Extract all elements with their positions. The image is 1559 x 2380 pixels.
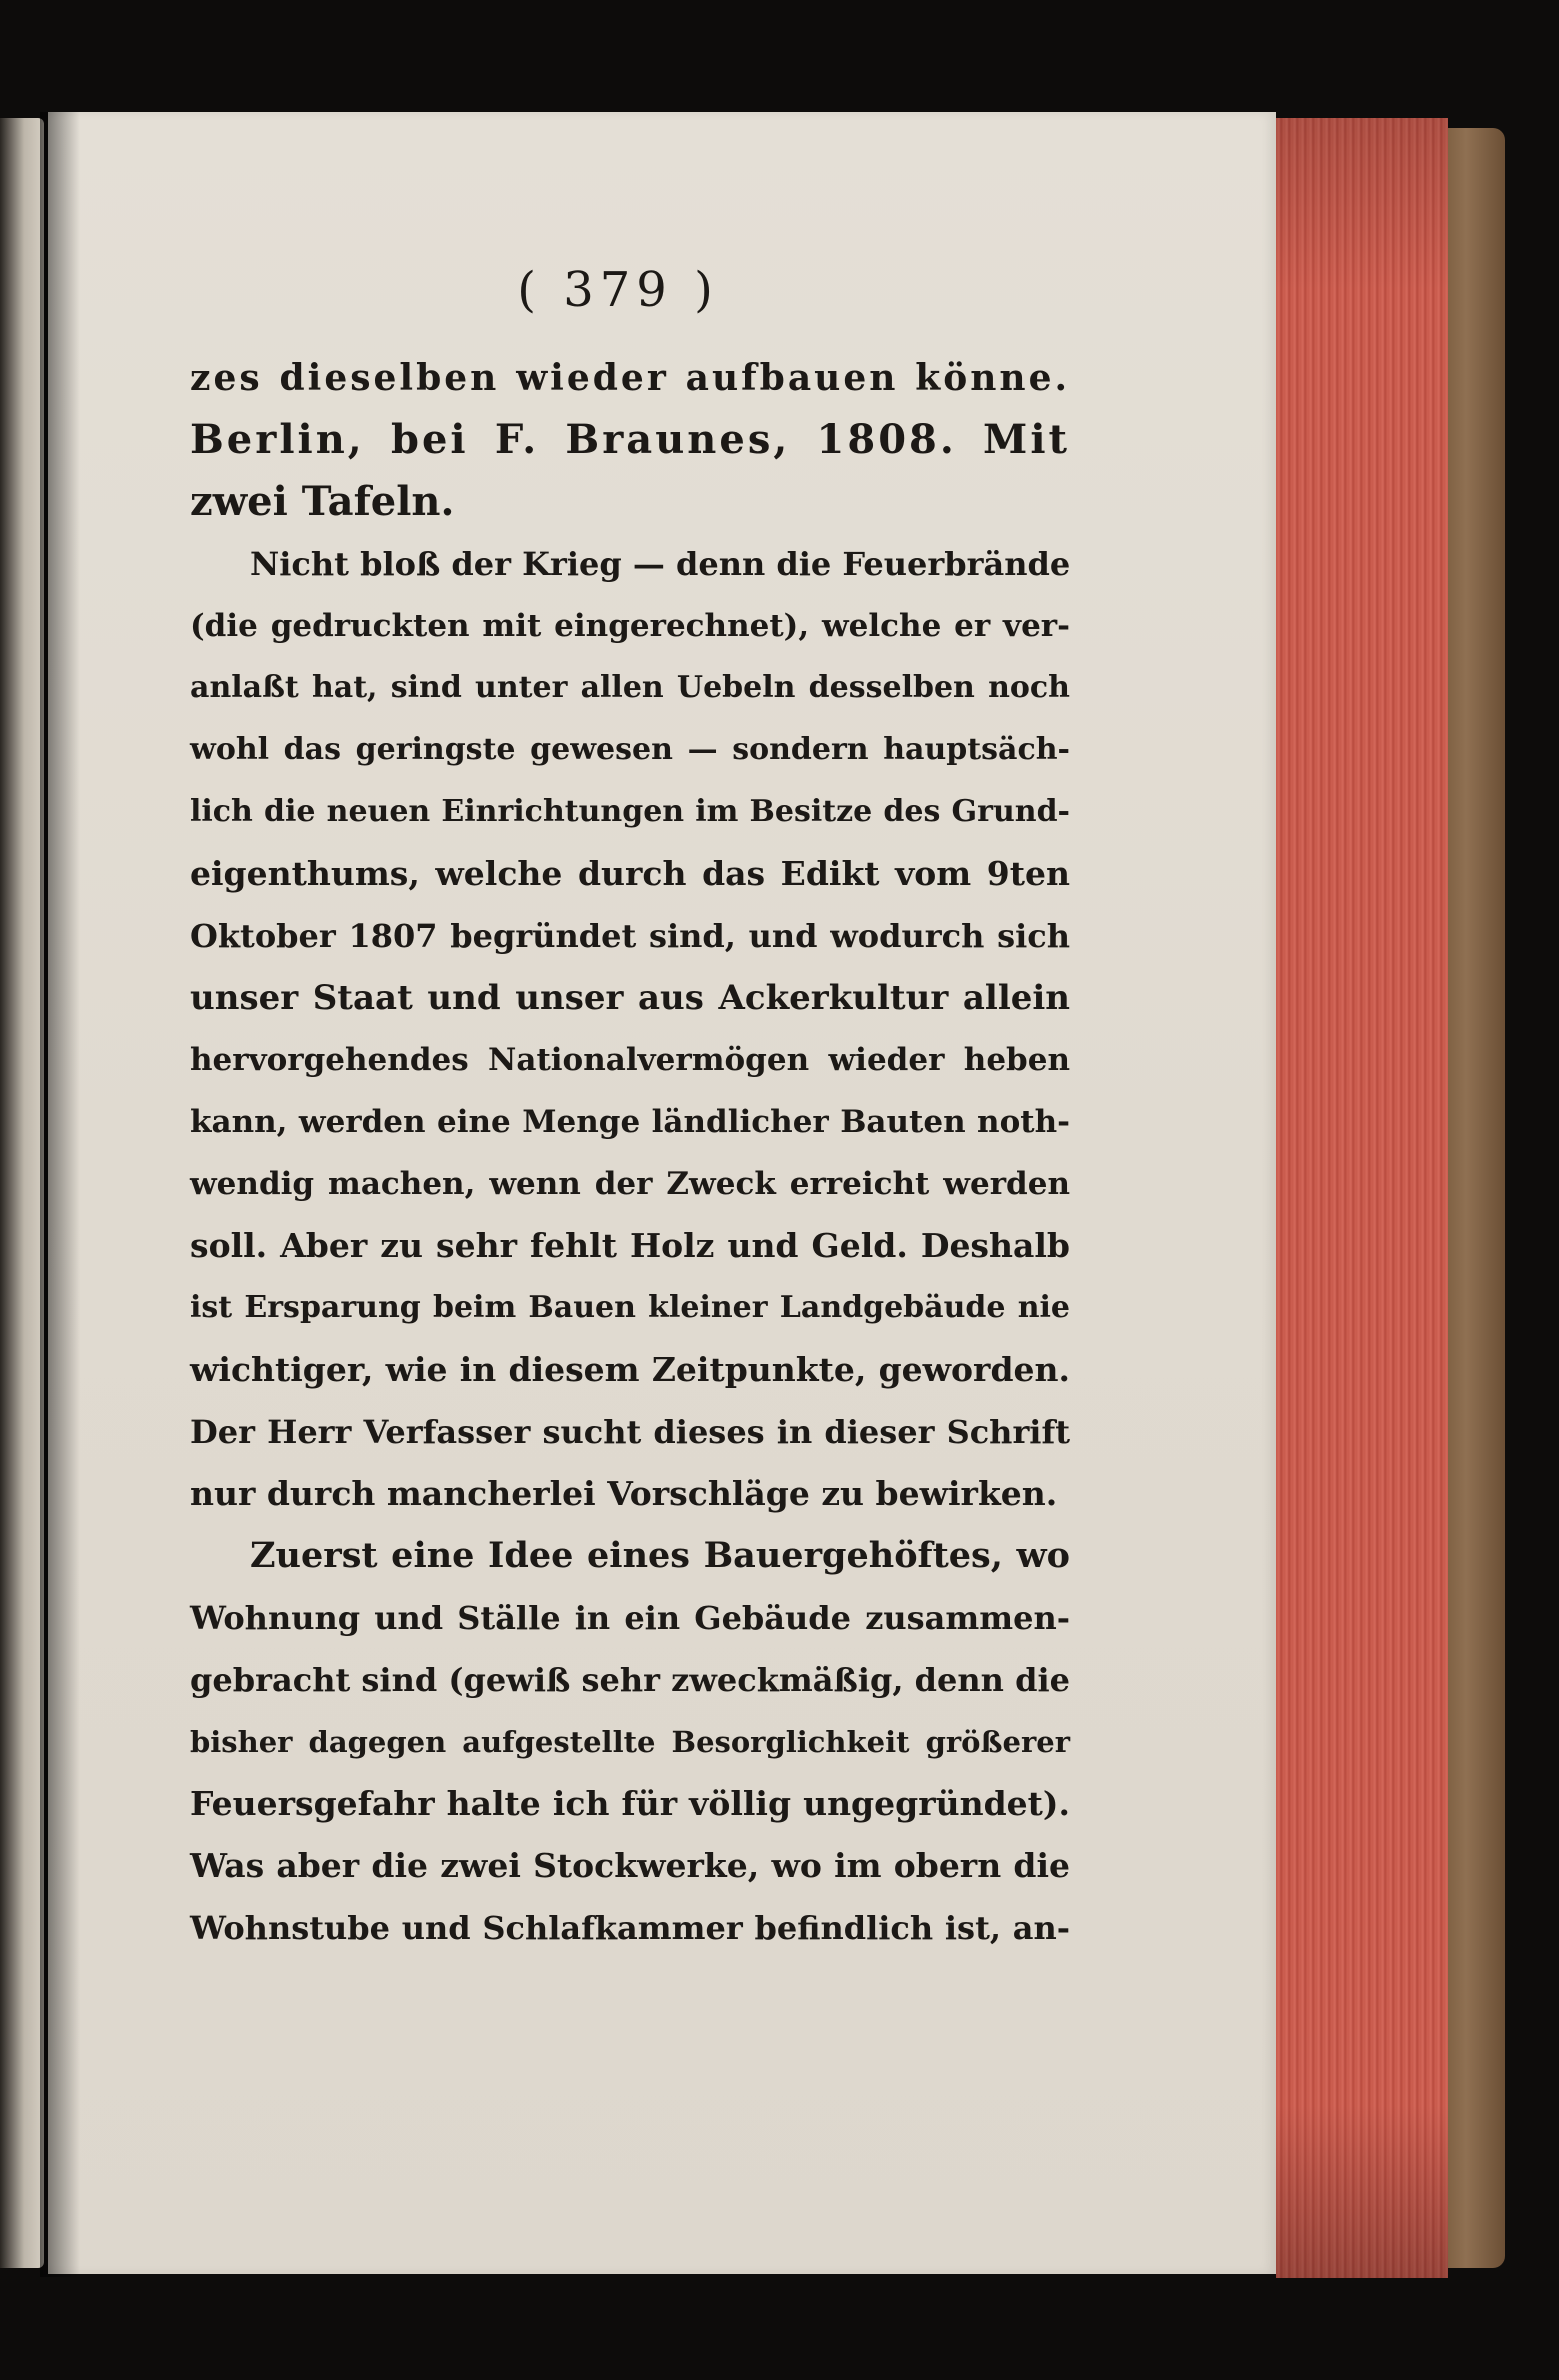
text-line: unser Staat und unser aus Ackerkultur allein (190, 978, 1070, 1018)
text-line: Nicht bloß der Krieg — denn die Feuerbrände (250, 545, 1071, 583)
text-line: soll. Aber zu sehr fehlt Holz und Geld. Deshalb (190, 1226, 1070, 1265)
text-line: Oktober 1807 begründet sind, und wodurch sich (190, 917, 1070, 955)
text-line: Berlin, bei F. Braunes, 1808. Mit (190, 416, 1070, 463)
text-line: wichtiger, wie in diesem Zeitpunkte, geworden. (190, 1350, 1070, 1389)
page-edge-shading (1276, 118, 1448, 2278)
text-line: Wohnung und Ställe in ein Gebäude zusammen- (190, 1599, 1070, 1637)
text-line: gebracht sind (gewiß sehr zweckmäßig, denn die (190, 1661, 1070, 1699)
text-line: zes dieselben wieder aufbauen könne. (190, 357, 1070, 399)
text-line: anlaßt hat, sind unter allen Uebeln desselben noch (190, 670, 1070, 705)
text-line: bisher dagegen aufgestellte Besorglichkeit größerer (190, 1725, 1070, 1759)
text-line: Feuersgefahr halte ich für völlig ungegründet). (190, 1784, 1070, 1823)
text-line: zwei Tafeln. (190, 478, 455, 525)
text-line: (die gedruckten mit eingerechnet), welche er ver- (190, 608, 1070, 644)
text-line: Wohnstube und Schlafkammer befindlich ist, an- (190, 1909, 1070, 1947)
text-line: lich die neuen Einrichtungen im Besitze des Grund- (190, 794, 1070, 829)
book-cover-edge (1440, 128, 1505, 2268)
text-line: hervorgehendes Nationalvermögen wieder heben (190, 1042, 1070, 1078)
text-line: Zuerst eine Idee eines Bauergehöftes, wo (250, 1535, 1070, 1576)
text-line: eigenthums, welche durch das Edikt vom 9ten (190, 854, 1070, 893)
text-line: Was aber die zwei Stockwerke, wo im obern die (190, 1846, 1070, 1885)
text-line: kann, werden eine Menge ländlicher Bauten noth- (190, 1104, 1070, 1140)
facing-page-sliver (0, 118, 44, 2268)
gutter-shadow (40, 112, 80, 2277)
text-line: wendig machen, wenn der Zweck erreicht werden (190, 1166, 1070, 1202)
text-line: Der Herr Verfasser sucht dieses in dieser Schrift (190, 1413, 1070, 1451)
page-number: ( 379 ) (517, 262, 719, 318)
text-line: wohl das geringste gewesen — sondern hauptsäch- (190, 732, 1070, 767)
text-line: ist Ersparung beim Bauen kleiner Landgebäude nie (190, 1290, 1070, 1325)
text-line: nur durch mancherlei Vorschläge zu bewirken. (190, 1474, 1058, 1513)
